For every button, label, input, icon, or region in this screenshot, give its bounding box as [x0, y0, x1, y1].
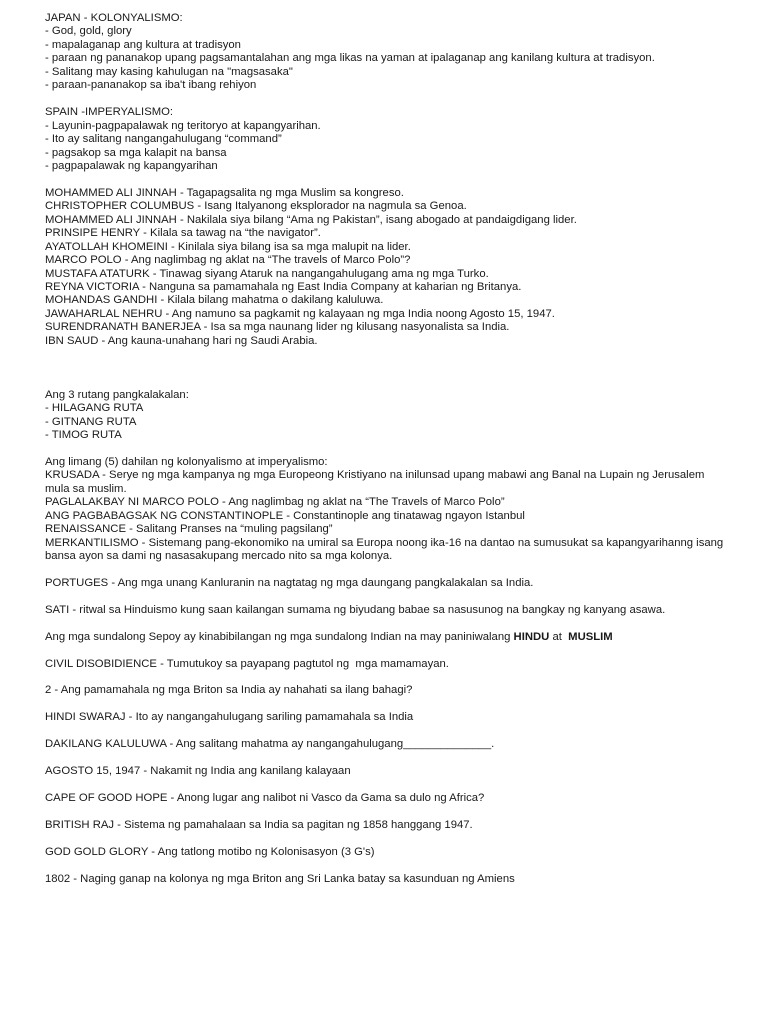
- person-entry: MOHAMMED ALI JINNAH - Tagapagsalita ng mga Muslim sa kongreso.: [45, 186, 404, 199]
- spacer: [45, 362, 728, 375]
- spain-item: - pagpapalawak ng kapangyarihan: [45, 159, 218, 172]
- people-section: [45, 187, 728, 348]
- person-entry: MUSTAFA ATATURK - Tinawag siyang Ataruk na nangangahulugang ama ng mga Turko.: [45, 267, 489, 280]
- ggg-entry: GOD GOLD GLORY - Ang tatlong motibo ng Kolonisasyon (3 G's): [45, 845, 375, 858]
- dakila-entry: DAKILANG KALULUWA - Ang salitang mahatma ay nangangahulugang______________.: [45, 738, 495, 751]
- reasons-heading: Ang limang (5) dahilan ng kolonyalismo at imperyalismo:: [45, 455, 328, 468]
- reasons-section: [45, 456, 728, 564]
- sati-entry: SATI - ritwal sa Hinduismo kung saan kailangan sumama ng biyudang babae sa nasusunog na bangkay ng kanyang asawa.: [45, 603, 666, 616]
- muslim-label: MUSLIM: [568, 630, 613, 643]
- person-entry: REYNA VICTORIA - Nanguna sa pamamahala ng East India Company at kaharian ng Britanya.: [45, 281, 522, 294]
- person-entry: MARCO POLO - Ang naglimbag ng aklat na “The travels of Marco Polo”?: [45, 254, 411, 267]
- raj-entry: BRITISH RAJ - Sistema ng pamahalaan sa India sa pagitan ng 1858 hanggang 1947.: [45, 818, 473, 831]
- spain-item: - Ito ay salitang nangangahulugang “command”: [45, 133, 282, 146]
- japan-item: - mapalaganap ang kultura at tradisyon: [45, 38, 241, 51]
- person-entry: JAWAHARLAL NEHRU - Ang namuno sa pagkamit ng kalayaan ng mga India noong Agosto 15, 1947.: [45, 307, 555, 320]
- reason-item: PAGLALAKBAY NI MARCO POLO - Ang naglimbag ng aklat na “The Travels of Marco Polo”: [45, 496, 505, 509]
- person-entry: MOHAMMED ALI JINNAH - Nakilala siya bilang “Ama ng Pakistan”, isang abogado at pandaigdigang lider.: [45, 213, 577, 226]
- reason-item: MERKANTILISMO - Sistemang pang-ekonomiko na umiral sa Europa noong ika-16 na dantao na sumusukat sa kapangyarihanng isang bansa ayon sa dami ng nasasakupang mercado nito sa mga kolonya.: [45, 536, 727, 563]
- agosto-entry: AGOSTO 15, 1947 - Nakamit ng India ang kanilang kalayaan: [45, 765, 351, 778]
- swaraj-entry: HINDI SWARAJ - Ito ay nangangahulugang sariling pamamahala sa India: [45, 711, 414, 724]
- person-entry: IBN SAUD - Ang kauna-unahang hari ng Saudi Arabia.: [45, 334, 318, 347]
- cape-entry: CAPE OF GOOD HOPE - Anong lugar ang nalibot ni Vasco da Gama sa dulo ng Africa?: [45, 792, 485, 805]
- spain-item: - pagsakop sa mga kalapit na bansa: [45, 146, 227, 159]
- japan-item: - paraan-pananakop sa iba't ibang rehiyon: [45, 79, 257, 92]
- portuges-entry: PORTUGES - Ang mga unang Kanluranin na nagtatag ng mga daungang pangkalakalan sa India.: [45, 576, 534, 589]
- person-entry: SURENDRANATH BANERJEA - Isa sa mga naunang lider ng kilusang nasyonalista sa India.: [45, 321, 510, 334]
- route-item: - TIMOG RUTA: [45, 428, 122, 441]
- sepoy-at: at: [549, 630, 569, 643]
- reason-item: ANG PAGBABAGSAK NG CONSTANTINOPLE - Constantinople ang tinatawag ngayon Istanbul: [45, 509, 525, 522]
- civil-entry: CIVIL DISOBIDIENCE - Tumutukoy sa payapang pagtutol ng mga mamamayan.: [45, 657, 449, 670]
- japan-item: - paraan ng pananakop upang pagsamantalahan ang mga likas na yaman at ipalaganap ang kanilang kultura at tradisyon.: [45, 52, 655, 65]
- person-entry: PRINSIPE HENRY - Kilala sa tawag na “the navigator”.: [45, 227, 321, 240]
- spain-item: - Layunin-pagpapalawak ng teritoryo at kapangyarihan.: [45, 119, 321, 132]
- reason-item: KRUSADA - Serye ng mga kampanya ng mga Europeong Kristiyano na inilunsad upang mabawi ang Banal na Lupain ng Jerusalem mula sa muslim.: [45, 469, 708, 495]
- japan-section: [45, 12, 728, 93]
- reason-item: RENAISSANCE - Salitang Pranses na “muling pagsilang”: [45, 523, 333, 536]
- spain-heading: SPAIN -IMPERYALISMO:: [45, 106, 174, 119]
- japan-item: - God, gold, glory: [45, 25, 132, 38]
- route-item: - GITNANG RUTA: [45, 415, 137, 428]
- item2-entry: 2 - Ang pamamahala ng mga Briton sa India ay nahahati sa ilang bahagi?: [45, 684, 413, 697]
- spacer: [45, 348, 728, 361]
- route-item: - HILAGANG RUTA: [45, 402, 144, 415]
- spain-section: [45, 106, 728, 173]
- japan-item: - Salitang may kasing kahulugan na "magsasaka": [45, 65, 293, 78]
- person-entry: MOHANDAS GANDHI - Kilala bilang mahatma o dakilang kaluluwa.: [45, 294, 384, 307]
- routes-section: [45, 389, 728, 443]
- hindu-label: HINDU: [513, 630, 550, 643]
- person-entry: AYATOLLAH KHOMEINI - Kinilala siya bilang isa sa mga malupit na lider.: [45, 240, 411, 253]
- spacer: [45, 375, 728, 388]
- year-1802-entry: 1802 - Naging ganap na kolonya ng mga Briton ang Sri Lanka batay sa kasunduan ng Amiens: [45, 872, 515, 885]
- sepoy-entry: [45, 631, 728, 644]
- routes-heading: Ang 3 rutang pangkalakalan:: [45, 388, 189, 401]
- japan-heading: JAPAN - KOLONYALISMO:: [45, 12, 183, 24]
- person-entry: CHRISTOPHER COLUMBUS - Isang Italyanong eksplorador na nagmula sa Genoa.: [45, 200, 467, 213]
- sepoy-text: Ang mga sundalong Sepoy ay kinabibilangan ng mga sundalong Indian na may paniniwalang: [45, 630, 514, 643]
